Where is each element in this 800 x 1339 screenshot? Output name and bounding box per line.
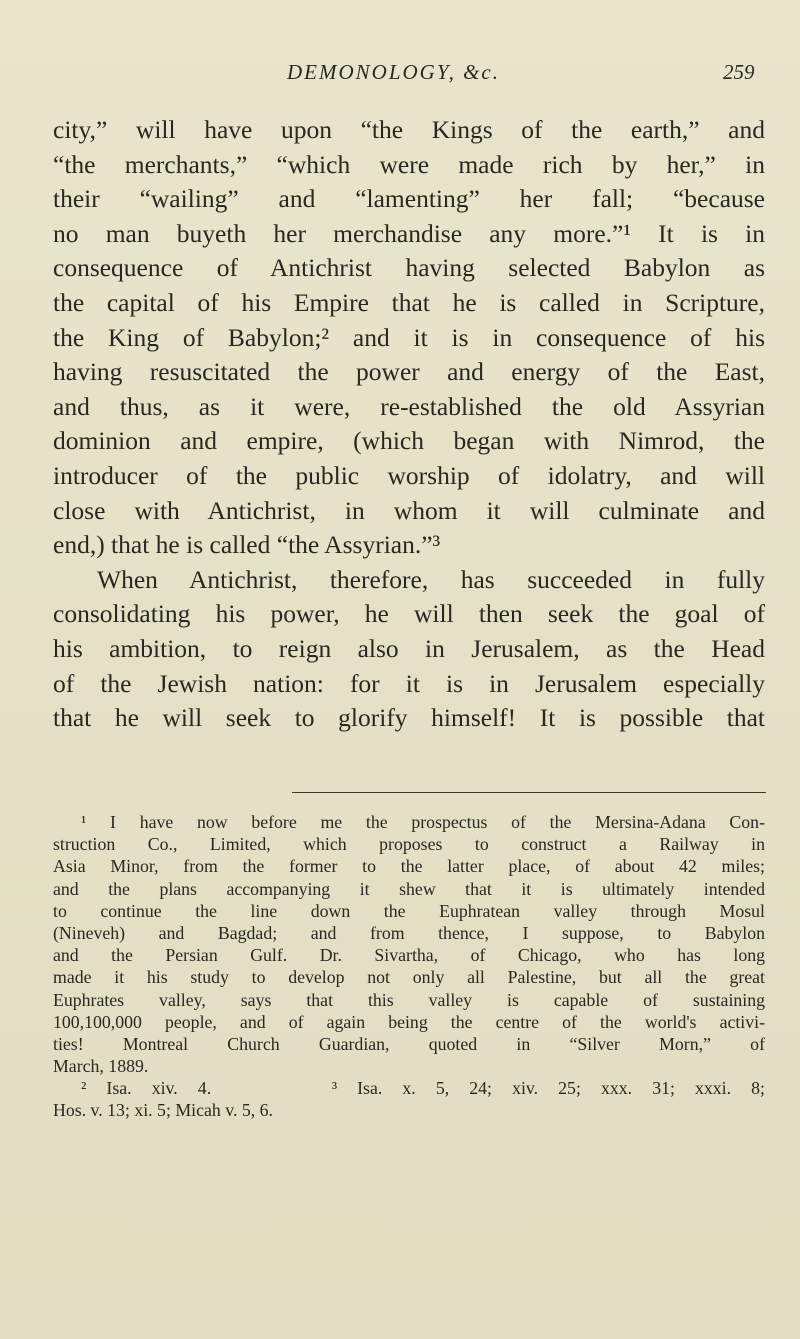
body-line: close with Antichrist, in whom it will culminate and <box>53 495 765 525</box>
footnotes <box>53 811 765 1122</box>
page-number: 259 <box>723 60 755 84</box>
body-line: city,” will have upon “the Kings of the earth,” and <box>53 115 765 144</box>
body-text <box>53 113 765 736</box>
running-title: DEMONOLOGY, &c. <box>287 60 500 84</box>
body-line: of the Jewish nation: for it is in Jerusalem especially <box>53 668 765 698</box>
footnote-line: March, 1889. <box>53 1056 149 1077</box>
footnote-line: ¹ I have now before me the prospectus of the Mersina-Adana Con- <box>81 812 765 832</box>
footnote-line: ² Isa. xiv. 4. ³ Isa. x. 5, 24; xiv. 25; xxx. 31; xxxi. 8; <box>81 1078 765 1099</box>
footnote-line: struction Co., Limited, which proposes to construct a Railway in <box>53 834 765 855</box>
body-line: “the merchants,” “which were made rich by her,” in <box>53 149 765 179</box>
footnote-line: and the plans accompanying it shew that it is ultimately intended <box>53 878 765 899</box>
footnote-line: made it his study to develop not only all Palestine, but all the great <box>53 967 765 988</box>
body-line: end,) that he is called “the Assyrian.”³ <box>53 530 441 560</box>
footnote-line: ties! Montreal Church Guardian, quoted in “Silver Morn,” of <box>53 1033 765 1054</box>
body-line: no man buyeth her merchandise any more.”¹ It is in <box>53 218 765 248</box>
body-line: his ambition, to reign also in Jerusalem, as the Head <box>53 633 765 663</box>
body-line: the capital of his Empire that he is called in Scripture, <box>53 287 765 317</box>
body-line: the King of Babylon;² and it is in consequence of his <box>53 322 765 352</box>
body-line: that he will seek to glorify himself! It is possible that <box>53 703 765 733</box>
body-line: and thus, as it were, re-established the old Assyrian <box>53 391 765 421</box>
footnote-line: (Nineveh) and Bagdad; and from thence, I suppose, to Babylon <box>53 922 765 943</box>
body-line: When Antichrist, therefore, has succeeded in fully <box>97 564 765 594</box>
body-line: having resuscitated the power and energy of the East, <box>53 357 765 387</box>
body-line: consolidating his power, he will then seek the goal of <box>53 599 765 629</box>
body-line: dominion and empire, (which began with Nimrod, the <box>53 426 765 456</box>
footnote-line: Hos. v. 13; xi. 5; Micah v. 5, 6. <box>53 1100 273 1121</box>
footnote-rule <box>292 792 766 793</box>
body-line: their “wailing” and “lamenting” her fall; “because <box>53 184 765 214</box>
footnote-line: Euphrates valley, says that this valley is capable of sustaining <box>53 989 765 1010</box>
footnote-line: and the Persian Gulf. Dr. Sivartha, of Chicago, who has long <box>53 945 765 966</box>
body-line: introducer of the public worship of idolatry, and will <box>53 460 765 490</box>
footnote-line: 100,100,000 people, and of again being the centre of the world's activi- <box>53 1011 765 1032</box>
footnote-line: Asia Minor, from the former to the latter place, of about 42 miles; <box>53 856 765 877</box>
footnote-line: to continue the line down the Euphratean valley through Mosul <box>53 900 765 921</box>
body-line: consequence of Antichrist having selected Babylon as <box>53 253 765 283</box>
running-head <box>0 60 800 100</box>
